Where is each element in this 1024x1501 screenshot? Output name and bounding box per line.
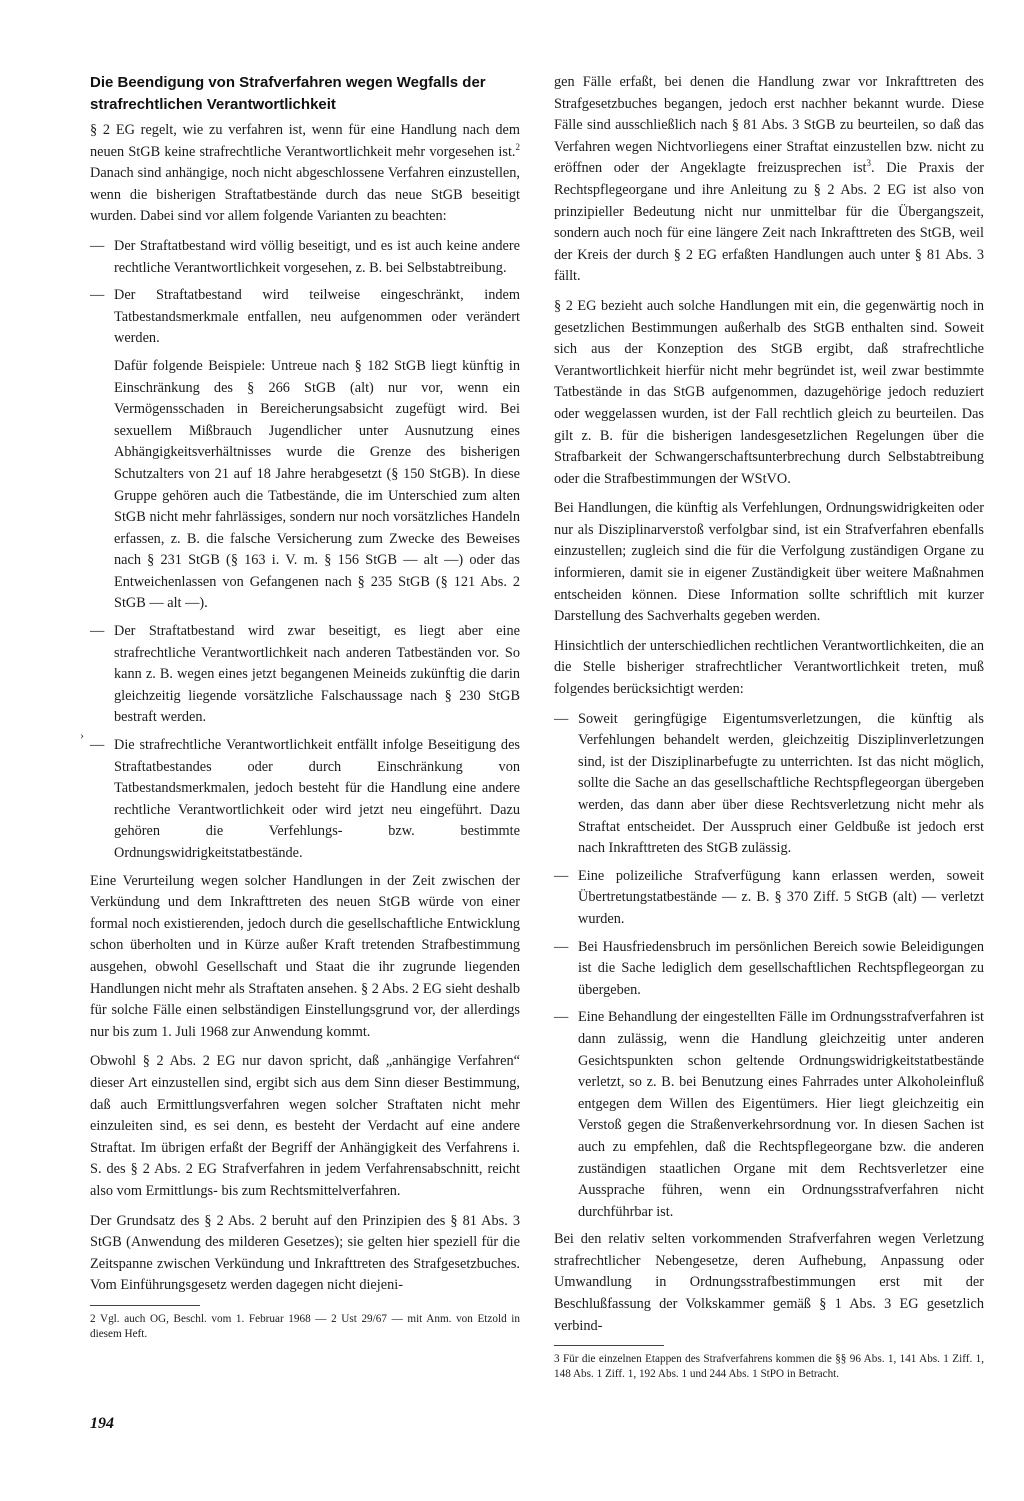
dash-bullet: —	[90, 237, 105, 254]
paragraph-text: § 2 EG regelt, wie zu verfahren ist, wenn für eine Handlung nach dem neuen StGB keine strafrechtliche Verantwortlichkeit mehr vorgesehen ist.	[90, 122, 520, 160]
paragraph-text: Danach sind anhängige, noch nicht abgeschlossene Verfahren einzustellen, wenn die bisherigen Straftatbestände durch das neue StGB beseitigt wurden. Dabei sind vor allem folgende Varianten zu beachten:	[90, 165, 520, 225]
dash-bullet: —	[554, 1009, 569, 1026]
list-item-text: Eine polizeiliche Strafverfügung kann erlassen werden, soweit Übertretungstatbestände — z. B. § 370 Ziff. 5 StGB (alt) — verletzt wurden.	[578, 867, 984, 927]
list-item	[554, 1007, 984, 1223]
list-item-text: Der Straftatbestand wird völlig beseitigt, und es ist auch keine andere rechtliche Verantwortlichkeit vorgesehen, z. B. bei Selbstabtreibung.	[114, 237, 520, 276]
list-item-text: Der Straftatbestand wird zwar beseitigt, es liegt aber eine strafrechtliche Verantwortlichkeit nach anderen Tatbeständen vor. So kann z. B. wegen eines jetzt begangenen Meineids zukünftig die darin gleichzeitig liegende vorsätzliche Falschaussage nach § 230 StGB bestraft werden.	[114, 623, 520, 726]
footnote: 3 Für die einzelnen Etappen des Strafverfahrens kommen die §§ 96 Abs. 1, 141 Abs. 1 Ziff. 1, 148 Abs. 1 Ziff. 1, 192 Abs. 1 und 244 Abs. 1 StPO in Betracht.	[554, 1353, 984, 1381]
page-number: 194	[90, 1415, 114, 1432]
list-item-text: Eine Behandlung der eingestellten Fälle im Ordnungsstrafverfahren ist dann zulässig, wenn die Handlung gleichzeitig unter anderen Gesichtspunkten schon geltende Ordnungswidrigkeitstatbestände verletzt, so z. B. bei Benutzung eines Fahrrades unter Alkoholeinfluß entgegen dem Willen des Eigentümers. Hier liegt gleichzeitig ein Verstoß gegen die Straßenverkehrsordnung vor. In diesen Sachen ist auch zu empfehlen, daß die Rechtspflegeorgane bzw. die anderen zuständigen staatlichen Organe mit dem Rechtsverletzer eine Aussprache führen, wenn ein Ordnungsstrafverfahren nicht durchführbar ist.	[578, 1009, 984, 1220]
paragraph: § 2 EG bezieht auch solche Handlungen mit ein, die gegenwärtig noch in gesetzlichen Bestimmungen außerhalb des StGB enthalten sind. Soweit sich aus der Konzeption des StGB ergibt, daß strafrechtliche Verantwortlichkeit hierfür nicht mehr begründet ist, weil zwar bestimmte Tatbestände in das StGB aufgenommen, dazugehörige jedoch reduziert oder weggelassen wurden, ist der Fall rechtlich gleich zu beurteilen. Das gilt z. B. für die bisherigen landesgesetzlichen Regelungen über die Strafbarkeit der Schwangerschaftsunterbrechung durch Selbstabtreibung oder die Strafbestimmungen der WStVO.	[554, 297, 984, 487]
list-item	[90, 236, 520, 279]
list-item	[90, 621, 520, 729]
list-item	[554, 866, 984, 931]
list-item-text: Soweit geringfügige Eigentumsverletzungen, die künftig als Verfehlungen behandelt werden, gleichzeitig Disziplinverletzungen sind, ist der Disziplinarbefugte zu unterrichten. Ist das nicht möglich, sollte die Sache an das gesellschaftliche Rechtspflegeorgan übergeben werden, das dann aber über diese Rechtsverletzung nicht mehr als Straftat entscheidet. Der Ausspruch einer Geldbuße ist jedoch erst nach Inkrafttreten des StGB zulässig.	[578, 710, 984, 857]
list-item	[90, 735, 520, 865]
paragraph: Hinsichtlich der unterschiedlichen rechtlichen Verantwortlichkeiten, die an die Stelle bisheriger strafrechtlicher Verantwortlichkeit treten, muß folgendes berücksichtigt werden:	[554, 637, 984, 698]
footnote-divider	[90, 1305, 200, 1306]
footnote-ref: 2	[515, 141, 520, 152]
dash-bullet: —	[90, 737, 105, 754]
dash-bullet: —	[554, 867, 569, 884]
paragraph-text: gen Fälle erfaßt, bei denen die Handlung zwar vor Inkrafttreten des Strafgesetzbuches begangen, jedoch erst nachher bekannt wurde. Diese Fälle sind ausschließlich nach § 81 Abs. 3 StGB zu beurteilen, so daß das Verfahren wegen Nichtvorliegens einer Straftat einzustellen bzw. nicht zu eröffnen oder der Angeklagte freizusprechen ist	[554, 74, 984, 177]
paragraph: Obwohl § 2 Abs. 2 EG nur davon spricht, daß „anhängige Verfahren“ dieser Art einzustellen sind, ergibt sich aus dem Sinn dieser Bestimmung, daß auch Ermittlungsverfahren wegen solcher Straftaten nicht mehr einzuleiten sind, es sei denn, es besteht der Verdacht auf eine andere Straftat. Im übrigen erfaßt der Begriff der Anhängigkeit des Verfahrens i. S. des § 2 Abs. 2 EG Strafverfahren in jedem Verfahrensabschnitt, reicht also vom Ermittlungs- bis zum Rechtsmittelverfahren.	[90, 1053, 520, 1199]
dash-bullet: —	[90, 623, 105, 640]
list-item-text: Die strafrechtliche Verantwortlichkeit entfällt infolge Beseitigung des Straftatbestandes oder durch Einschränkung von Tatbestandsmerkmalen, jedoch besteht für die Handlung eine andere rechtliche Verantwortlichkeit oder wird jetzt neu eingeführt. Dazu gehören die Verfehlungs- bzw. bestimmte Ordnungswidrigkeitstatbestände.	[114, 737, 520, 861]
footnote: 2 Vgl. auch OG, Beschl. vom 1. Februar 1968 — 2 Ust 29/67 — mit Anm. von Etzold in diesem Heft.	[90, 1312, 520, 1340]
dash-bullet: —	[90, 287, 105, 304]
paragraph: Bei Handlungen, die künftig als Verfehlungen, Ordnungswidrigkeiten oder nur als Disziplinarverstoß verfolgbar sind, ist ein Strafverfahren ebenfalls einzustellen; zugleich sind die für die Verfolgung zuständigen Organe zu informieren, damit sie in eigener Zuständigkeit über weitere Maßnahmen entscheiden können. Diese Information sollte schriftlich mit kurzer Darstellung des Sachverhalts gegeben werden.	[554, 500, 984, 625]
footnote-ref: 3	[866, 158, 872, 169]
paragraph: Bei den relativ selten vorkommenden Strafverfahren wegen Verletzung strafrechtlicher Nebengesetze, deren Aufhebung, Anpassung oder Umwandlung in Ordnungsstrafbestimmungen erst mit der Beschlußfassung der Volkskammer gemäß § 1 Abs. 3 EG gesetzlich verbind-	[554, 1231, 984, 1334]
left-column	[90, 72, 520, 1342]
section-heading: Die Beendigung von Strafverfahren wegen Wegfalls der strafrechtlichen Verantwortlichkeit	[90, 74, 486, 113]
paragraph: Der Grundsatz des § 2 Abs. 2 beruht auf den Prinzipien des § 81 Abs. 3 StGB (Anwendung des milderen Gesetzes); sie gelten hier speziell für die Zeitspanne zwischen Verkündung und Inkrafttreten des Strafgesetzbuches. Vom Einführungsgesetz werden dagegen nicht diejeni-	[90, 1212, 520, 1294]
list-item-text: Bei Hausfriedensbruch im persönlichen Bereich sowie Beleidigungen ist die Sache lediglich dem gesellschaftlichen Rechtspflegeorgan zu übergeben.	[578, 938, 984, 998]
dash-bullet: —	[554, 710, 569, 727]
list-item	[554, 709, 984, 860]
footnote-divider	[554, 1345, 664, 1346]
paragraph-text: . Die Praxis der Rechtspflegeorgane und ihre Anleitung zu § 2 Abs. 2 EG ist also von prinzipieller Bedeutung nicht nur unmittelbar für die Übergangszeit, sondern auch noch für eine längere Zeit nach Inkrafttreten des StGB, weil der Kreis der durch § 2 EG erfaßten Handlungen auch unter § 81 Abs. 3 fällt.	[554, 160, 985, 285]
margin-mark: ›	[80, 728, 84, 742]
list-item	[90, 285, 520, 615]
list-item-text: Dafür folgende Beispiele: Untreue nach § 182 StGB liegt künftig in Einschränkung des § 266 StGB (alt) nur vor, wenn ein Vermögensschaden in Bereicherungsabsicht zugefügt wird. Bei sexuellem Mißbrauch Jugendlicher unter Ausnutzung eines Abhängigkeitsverhältnisses wurde die Grenze des bisherigen Schutzalters von 21 auf 18 Jahre herabgesetzt (§ 150 StGB). In diese Gruppe gehören auch die Tatbestände, die im Unterschied zum alten StGB nicht mehr fahrlässiges, sondern nur noch vorsätzliches Handeln erfassen, z. B. die falsche Versicherung zum Zwecke des Beweises nach § 231 StGB (§ 163 i. V. m. § 156 StGB — alt —) oder das Entweichenlassen von Gefangenen nach § 235 StGB (§ 121 Abs. 2 StGB — alt —).	[114, 357, 520, 612]
paragraph: Eine Verurteilung wegen solcher Handlungen in der Zeit zwischen der Verkündung und dem Inkrafttreten des neuen StGB würde von einer formal noch existierenden, jedoch durch die gesellschaftliche Entwicklung schon überholten und in Kürze außer Kraft tretenden Strafbestimmung ausgehen, obwohl Gesellschaft und Staat die ihr zugrunde liegenden Handlungen nicht mehr als Straftaten ansehen. § 2 Abs. 2 EG sieht deshalb für solche Fälle einen selbständigen Einstellungsgrund vor, der allerdings nur bis zum 1. Juli 1968 zur Anwendung kommt.	[90, 872, 520, 1040]
list-item-text: Der Straftatbestand wird teilweise eingeschränkt, indem Tatbestandsmerkmale entfallen, neu aufgenommen oder verändert werden.	[114, 287, 520, 347]
right-column	[554, 72, 984, 1382]
paragraph	[554, 72, 984, 288]
paragraph	[90, 120, 520, 228]
dash-bullet: —	[554, 938, 569, 955]
list-item	[554, 937, 984, 1002]
